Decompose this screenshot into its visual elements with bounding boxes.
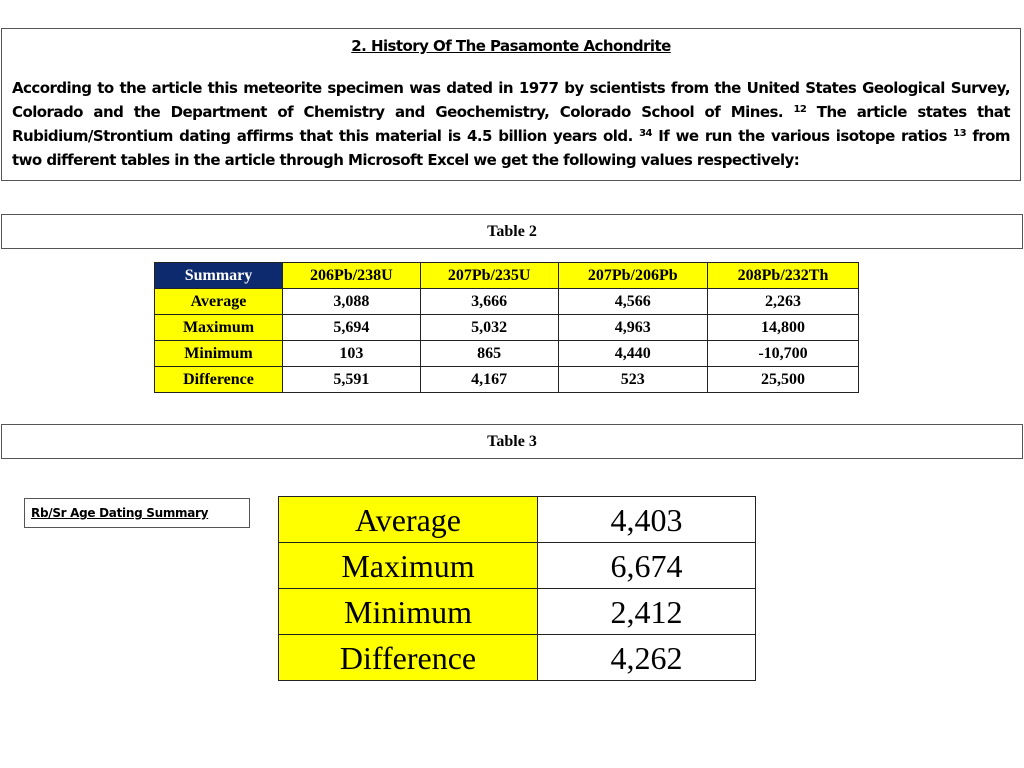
table-cell: 4,167 xyxy=(420,367,558,393)
row-label: Maximum xyxy=(279,543,538,589)
table-cell: 5,694 xyxy=(283,315,421,341)
table-cell: 25,500 xyxy=(708,367,859,393)
table-row xyxy=(155,289,859,315)
table-row xyxy=(155,341,859,367)
table-cell: 14,800 xyxy=(708,315,859,341)
table-cell: 4,963 xyxy=(558,315,707,341)
table-cell: 4,403 xyxy=(538,497,756,543)
isotope-summary-table xyxy=(154,262,859,393)
column-header-207pb-235u: 207Pb/235U xyxy=(420,263,558,289)
row-label: Difference xyxy=(279,635,538,681)
column-header-207pb-206pb: 207Pb/206Pb xyxy=(558,263,707,289)
table-cell: 4,262 xyxy=(538,635,756,681)
table-row xyxy=(155,367,859,393)
table-cell: 3,666 xyxy=(420,289,558,315)
intro-text-2: The article states that Rubidium/Strontium dating affirms that this material is 4.5 billion years old. xyxy=(12,103,1010,145)
row-label: Minimum xyxy=(155,341,283,367)
intro-section xyxy=(1,28,1021,181)
table-header-row xyxy=(155,263,859,289)
intro-paragraph xyxy=(12,76,1010,172)
column-header-summary: Summary xyxy=(155,263,283,289)
intro-text-1: According to the article this meteorite specimen was dated in 1977 by scientists from the United States Geological Survey, Colorado and the Department of Chemistry and Geochemistry, Colorado School of Mines. xyxy=(12,79,1010,121)
table-row xyxy=(279,589,756,635)
column-header-206pb-238u: 206Pb/238U xyxy=(283,263,421,289)
column-header-208pb-232th: 208Pb/232Th xyxy=(708,263,859,289)
row-label: Difference xyxy=(155,367,283,393)
table-3-caption: Table 3 xyxy=(1,424,1023,459)
rb-sr-summary-label xyxy=(24,498,250,528)
row-label: Average xyxy=(155,289,283,315)
table-cell: 6,674 xyxy=(538,543,756,589)
section-title: 2. History Of The Pasamonte Achondrite xyxy=(351,37,671,55)
table-2-caption: Table 2 xyxy=(1,214,1023,249)
table-cell: 4,440 xyxy=(558,341,707,367)
row-label: Average xyxy=(279,497,538,543)
table-cell: 2,263 xyxy=(708,289,859,315)
footnote-ref-34: 34 xyxy=(639,128,652,139)
row-label: Minimum xyxy=(279,589,538,635)
table-row xyxy=(279,635,756,681)
table-cell: 3,088 xyxy=(283,289,421,315)
table-cell: 103 xyxy=(283,341,421,367)
footnote-ref-13: 13 xyxy=(953,128,966,139)
rb-sr-summary-label-text: Rb/Sr Age Dating Summary xyxy=(31,506,209,520)
table-row xyxy=(155,315,859,341)
row-label: Maximum xyxy=(155,315,283,341)
table-cell: 523 xyxy=(558,367,707,393)
footnote-ref-12: 12 xyxy=(793,104,807,115)
table-cell: 4,566 xyxy=(558,289,707,315)
table-cell: 865 xyxy=(420,341,558,367)
table-cell: 5,591 xyxy=(283,367,421,393)
table-cell: 5,032 xyxy=(420,315,558,341)
table-cell: 2,412 xyxy=(538,589,756,635)
table-row xyxy=(279,497,756,543)
intro-text-4: from two different tables in the article through Microsoft Excel we get the following values respectively: xyxy=(12,127,1010,169)
intro-text-3: If we run the various isotope ratios xyxy=(651,127,954,145)
rb-sr-summary-table xyxy=(278,496,756,681)
table-cell: -10,700 xyxy=(708,341,859,367)
table-row xyxy=(279,543,756,589)
